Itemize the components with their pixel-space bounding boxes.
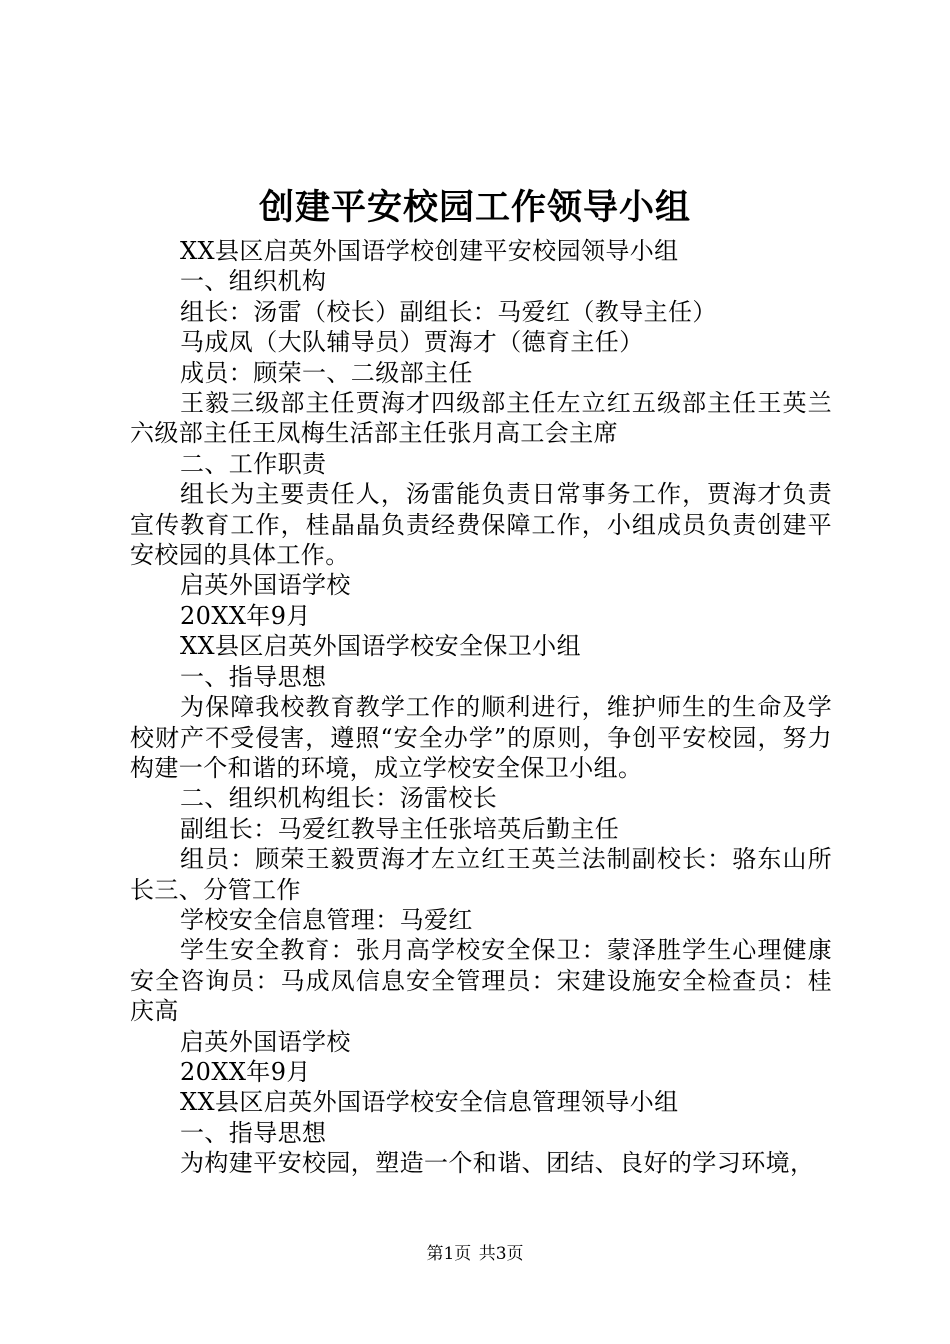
signature-school: 启英外国语学校 [180, 571, 351, 600]
paragraph: 二、组织机构组长：汤雷校长 [180, 784, 498, 813]
section-heading: 一、指导思想 [180, 662, 327, 691]
signature-school: 启英外国语学校 [180, 1027, 351, 1056]
paragraph: XX县区启英外国语学校安全信息管理领导小组 [180, 1088, 679, 1117]
signature-date: 20XX年9月 [180, 601, 311, 630]
paragraph: 组长：汤雷（校长）副组长：马爱红（教导主任） [180, 297, 717, 326]
document-body [130, 236, 832, 1179]
paragraph: 为构建平安校园，塑造一个和谐、团结、良好的学习环境， [180, 1149, 815, 1178]
page-footer [0, 1242, 950, 1266]
paragraph: 组长为主要责任人，汤雷能负责日常事务工作，贾海才负责宣传教育工作，桂晶晶负责经费保障工作，小组成员负责创建平安校园的具体工作。 [130, 480, 832, 570]
paragraph: 组员：顾荣王毅贾海才左立红王英兰法制副校长：骆东山所长三、分管工作 [130, 845, 832, 904]
paragraph: XX县区启英外国语学校安全保卫小组 [180, 632, 581, 661]
signature-date: 20XX年9月 [180, 1057, 311, 1086]
page-number: 第1页 [426, 1244, 472, 1264]
paragraph: 王毅三级部主任贾海才四级部主任左立红五级部主任王英兰六级部主任王凤梅生活部主任张月高工会主席 [130, 389, 832, 448]
page-total: 共3页 [478, 1244, 524, 1264]
paragraph: 学校安全信息管理：马爱红 [180, 905, 473, 934]
section-heading: 二、工作职责 [180, 449, 327, 478]
section-heading: 一、指导思想 [180, 1118, 327, 1147]
paragraph: 马成凤（大队辅导员）贾海才（德育主任） [180, 328, 644, 357]
paragraph: XX县区启英外国语学校创建平安校园领导小组 [180, 237, 679, 265]
paragraph: 副组长：马爱红教导主任张培英后勤主任 [180, 814, 620, 843]
paragraph: 成员：顾荣一、二级部主任 [180, 358, 473, 387]
section-heading: 一、组织机构 [180, 267, 327, 296]
document-title: 创建平安校园工作领导小组 [258, 187, 691, 228]
paragraph: 学生安全教育：张月高学校安全保卫：蒙泽胜学生心理健康安全咨询员：马成凤信息安全管理员：宋建设施安全检查员：桂庆高 [130, 936, 832, 1026]
paragraph: 为保障我校教育教学工作的顺利进行，维护师生的生命及学校财产不受侵害，遵照“安全办学”的原则，争创平安校园，努力构建一个和谐的环境，成立学校安全保卫小组。 [130, 693, 832, 782]
